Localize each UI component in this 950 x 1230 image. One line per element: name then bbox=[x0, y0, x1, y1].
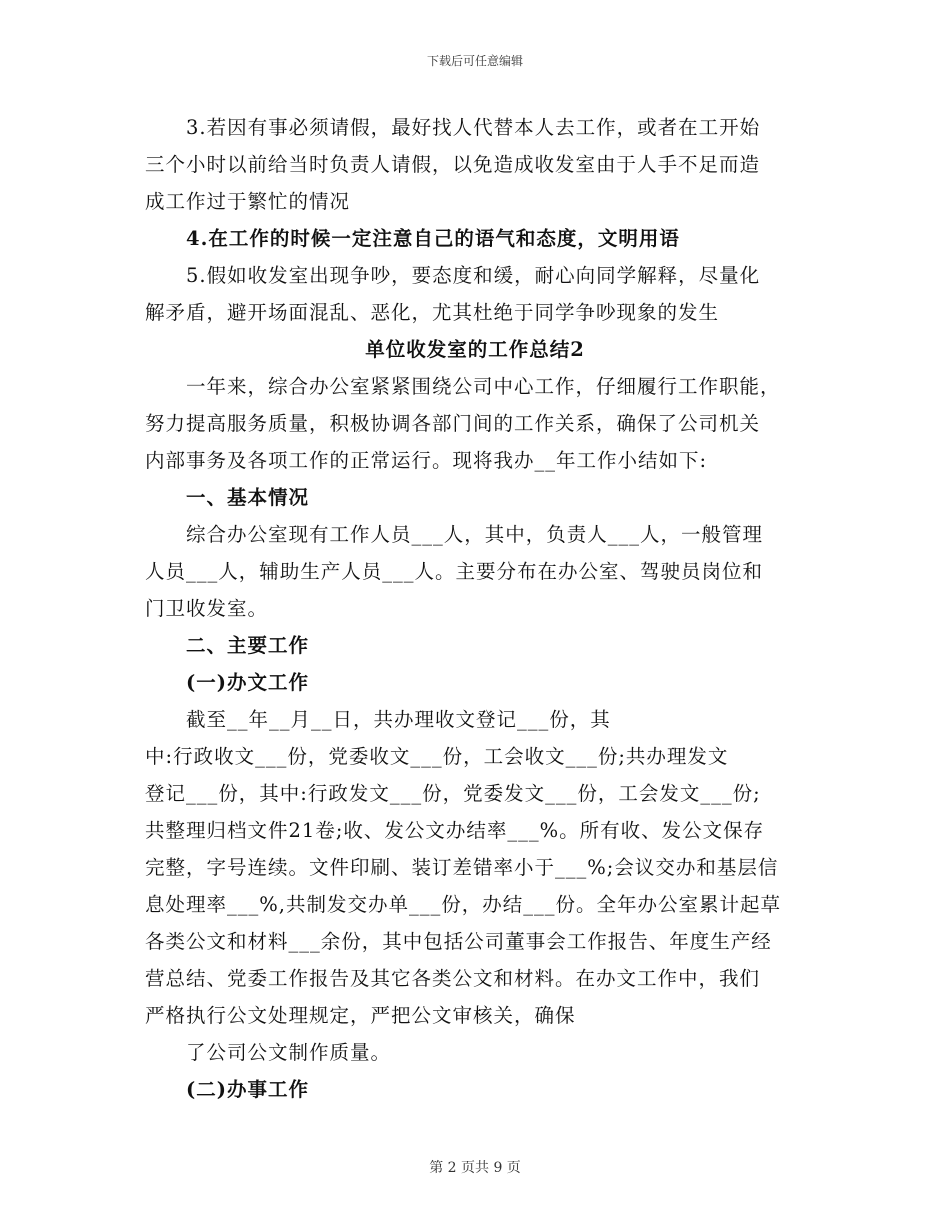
heading-main-work: 二、主要工作 bbox=[186, 634, 310, 657]
body-line: 严格执行公文处理规定，严把公文审核关，确保 bbox=[145, 1004, 576, 1027]
body-line: 截至__年__月__日，共办理收文登记___份，其 bbox=[186, 708, 611, 731]
document-body bbox=[145, 109, 805, 1108]
body-line: 共整理归档文件21卷;收、发公文办结率___%。所有收、发公文保存 bbox=[145, 819, 765, 842]
body-line: 努力提高服务质量，积极协调各部门间的工作关系，确保了公司机关 bbox=[145, 412, 761, 435]
heading-basic-situation: 一、基本情况 bbox=[186, 486, 310, 509]
body-line: 一年来，综合办公室紧紧围绕公司中心工作，仔细履行工作职能， bbox=[186, 375, 781, 398]
body-line: 5.假如收发室出现争吵，要态度和缓，耐心向同学解释，尽量化 bbox=[186, 264, 761, 287]
body-line: 登记___份，其中:行政发文___份，党委发文___份，工会发文___份; bbox=[145, 782, 761, 805]
body-line: 各类公文和材料___余份，其中包括公司董事会工作报告、年度生产经 bbox=[145, 930, 772, 953]
body-line: 内部事务及各项工作的正常运行。现将我办__年工作小结如下: bbox=[145, 449, 708, 472]
subheading-affairs-work: (二)办事工作 bbox=[186, 1078, 309, 1101]
body-line: 息处理率___%,共制发交办单___份，办结___份。全年办公室累计起草 bbox=[145, 893, 781, 916]
bold-line: 4.在工作的时候一定注意自己的语气和态度，文明用语 bbox=[186, 227, 680, 250]
page-footer: 第 2 页共 9 页 bbox=[429, 1160, 521, 1176]
subheading-document-work: (一)办文工作 bbox=[186, 671, 309, 694]
body-line: 了公司公文制作质量。 bbox=[186, 1041, 392, 1064]
body-line: 完整，字号连续。文件印刷、装订差错率小于___%;会议交办和基层信 bbox=[145, 856, 779, 879]
section-title: 单位收发室的工作总结2 bbox=[365, 338, 585, 361]
body-line: 三个小时以前给当时负责人请假，以免造成收发室由于人手不足而造 bbox=[145, 153, 761, 176]
body-line: 门卫收发室。 bbox=[145, 597, 269, 620]
body-line: 营总结、党委工作报告及其它各类公文和材料。在办文工作中，我们 bbox=[145, 967, 761, 990]
body-line: 综合办公室现有工作人员___人，其中，负责人___人，一般管理 bbox=[186, 523, 764, 546]
body-line: 3.若因有事必须请假，最好找人代替本人去工作，或者在工开始 bbox=[186, 116, 761, 139]
body-line: 中:行政收文___份，党委收文___份，工会收文___份;共办理发文 bbox=[145, 745, 729, 768]
body-line: 解矛盾，避开场面混乱、恶化，尤其杜绝于同学争吵现象的发生 bbox=[145, 301, 720, 324]
page-header: 下载后可任意编辑 bbox=[426, 54, 523, 68]
body-line: 成工作过于繁忙的情况 bbox=[145, 190, 351, 213]
body-line: 人员___人，辅助生产人员___人。主要分布在办公室、驾驶员岗位和 bbox=[145, 560, 764, 583]
